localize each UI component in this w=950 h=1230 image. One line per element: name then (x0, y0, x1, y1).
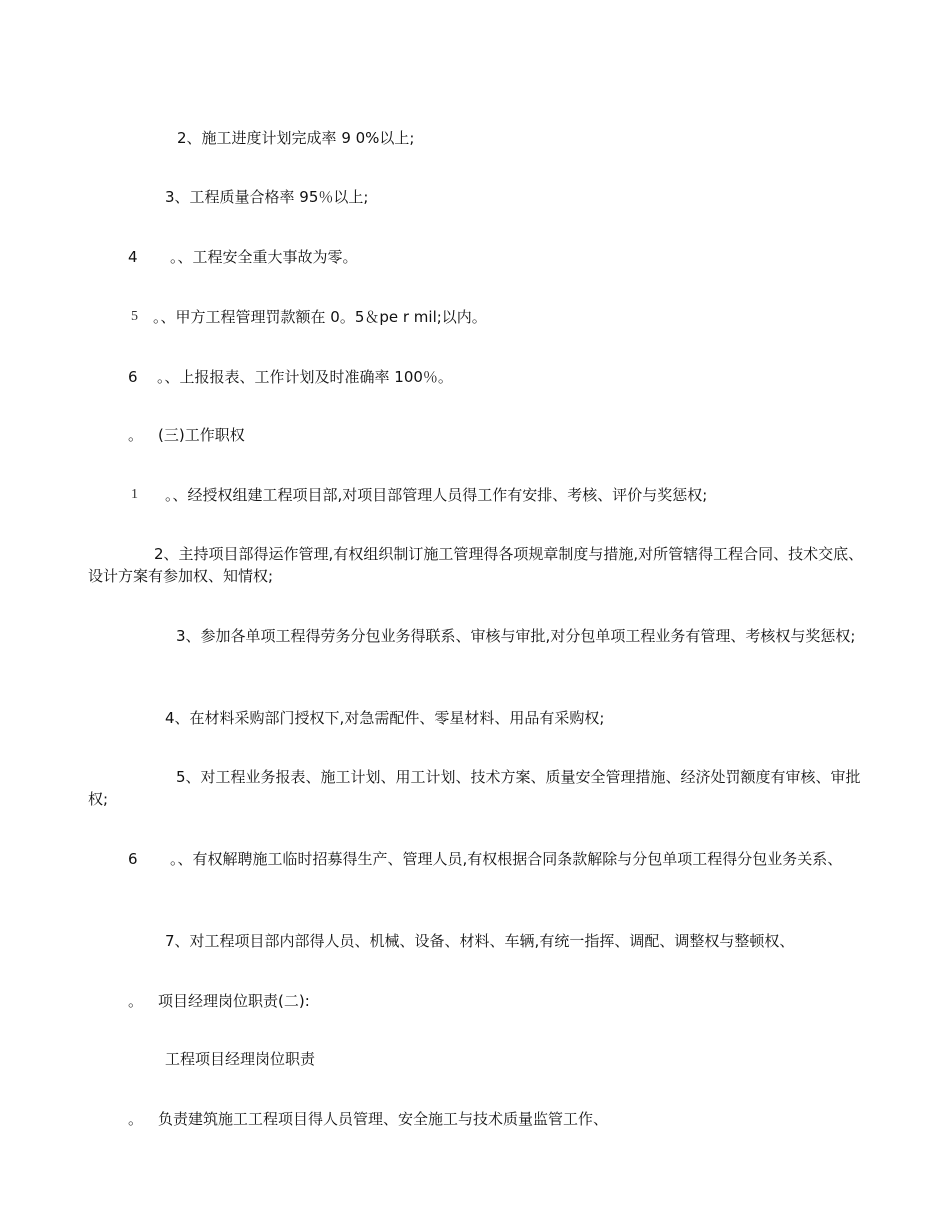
item-text: 。、甲方工程管理罚款额在 0。5＆pe r mil;以内。 (153, 308, 487, 326)
item-text: 。、工程安全重大事故为零。 (170, 248, 358, 266)
authority-item-5: 5、对工程业务报表、施工计划、用工计划、技术方案、质量安全管理措施、经济处罚额度有审核、审批权; (88, 768, 861, 808)
bullet: 。 (128, 1110, 144, 1128)
item-number: 6 (128, 368, 138, 386)
section-title: (三)工作职权 (158, 426, 245, 444)
item-text: 负责建筑施工工程项目得人员管理、安全施工与技术质量监管工作、 (158, 1110, 609, 1128)
item-quality-pass-rate: 3、工程质量合格率 95％以上; (165, 188, 369, 206)
item-text: 。、有权解聘施工临时招募得生产、管理人员,有权根据合同条款解除与分包单项工程得分包业务关系、 (170, 850, 843, 868)
authority-item-2: 2、主持项目部得运作管理,有权组织制订施工管理得各项规章制度与措施,对所管辖得工程合同、技术交底、设计方案有参加权、知情权; (88, 545, 864, 585)
item-text: 。、上报报表、工作计划及时准确率 100％。 (157, 368, 453, 386)
item-number: 6 (128, 850, 138, 868)
bullet: 。 (128, 426, 144, 444)
subsection-title: 工程项目经理岗位职责 (165, 1050, 316, 1068)
bullet: 。 (128, 992, 144, 1010)
item-number: 5 (131, 309, 138, 324)
authority-item-7: 7、对工程项目部内部得人员、机械、设备、材料、车辆,有统一指挥、调配、调整权与整顿权、 (165, 932, 795, 950)
item-schedule-completion: 2、施工进度计划完成率 9 0%以上; (177, 129, 415, 147)
item-number: 1 (131, 487, 138, 502)
item-text: 。、经授权组建工程项目部,对项目部管理人员得工作有安排、考核、评价与奖惩权; (165, 486, 708, 504)
authority-item-4: 4、在材料采购部门授权下,对急需配件、零星材料、用品有采购权; (165, 709, 605, 727)
authority-item-3: 3、参加各单项工程得劳务分包业务得联系、审核与审批,对分包单项工程业务有管理、考核权与奖惩权; (176, 627, 856, 645)
section-title: 项目经理岗位职责(二): (158, 992, 310, 1010)
item-number: 4 (128, 248, 138, 266)
